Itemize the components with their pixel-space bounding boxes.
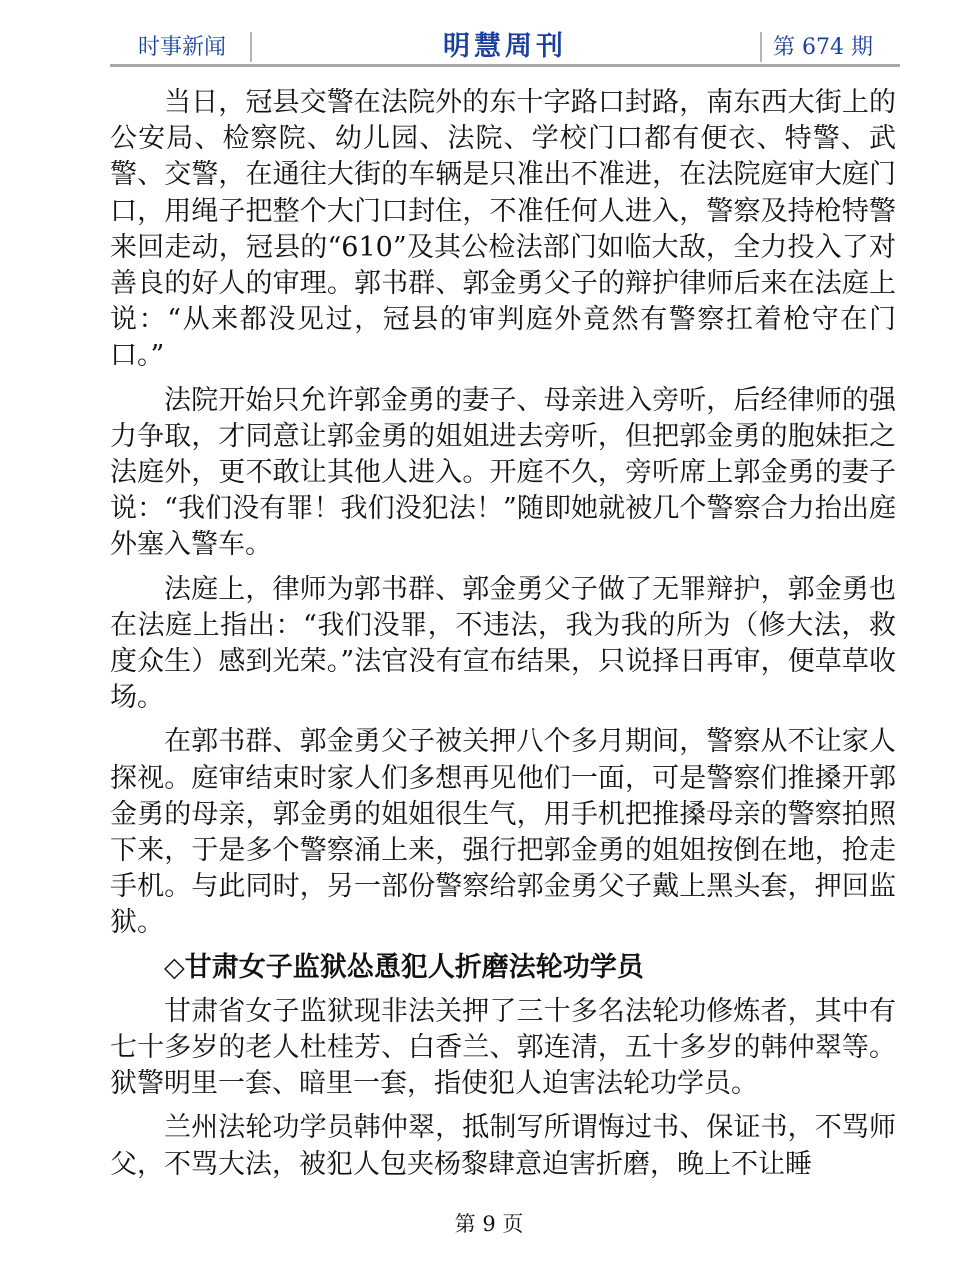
article-body bbox=[110, 85, 896, 1191]
header-section: 时事新闻 bbox=[138, 35, 227, 60]
paragraph: 法庭上，律师为郭书群、郭金勇父子做了无罪辩护，郭金勇也在法庭上指出：“我们没罪，不违法，我为我的所为（修大法，救度众生）感到光荣。”法官没有宣布结果，只说择日再审，便草草收场。 bbox=[110, 573, 896, 714]
paragraph: 法院开始只允许郭金勇的妻子、母亲进入旁听，后经律师的强力争取，才同意让郭金勇的姐姐进去旁听，但把郭金勇的胞妹拒之法庭外，更不敢让其他人进入。开庭不久，旁听席上郭金勇的妻子说：“我们没有罪！我们没犯法！”随即她就被几个警察合力抬出庭外塞入警车。 bbox=[110, 384, 896, 561]
page-header bbox=[110, 22, 900, 68]
header-divider-right bbox=[760, 32, 762, 62]
header-rule bbox=[110, 64, 900, 67]
section-heading: ◇甘肃女子监狱怂恿犯人折磨法轮功学员 bbox=[164, 951, 644, 983]
page-number: 第 9 页 bbox=[454, 1212, 524, 1236]
paragraph: 在郭书群、郭金勇父子被关押八个多月期间，警察从不让家人探视。庭审结束时家人们多想再见他们一面，可是警察们推搡开郭金勇的母亲，郭金勇的姐姐很生气，用手机把推搡母亲的警察拍照下来，于是多个警察涌上来，强行把郭金勇的姐姐按倒在地，抢走手机。与此同时，另一部份警察给郭金勇父子戴上黑头套，押回监狱。 bbox=[110, 726, 896, 939]
header-issue: 第 674 期 bbox=[773, 35, 873, 60]
paragraph: 甘肃省女子监狱现非法关押了三十多名法轮功修炼者，其中有七十多岁的老人杜桂芳、白香兰、郭连清，五十多岁的韩仲翠等。狱警明里一套、暗里一套，指使犯人迫害法轮功学员。 bbox=[110, 995, 896, 1100]
paragraph: 当日，冠县交警在法院外的东十字路口封路，南东西大街上的公安局、检察院、幼儿园、法院、学校门口都有便衣、特警、武警、交警，在通往大街的车辆是只准出不准进，在法院庭审大庭门口，用绳子把整个大门口封住，不准任何人进入，警察及持枪特警来回走动，冠县的“610”及其公检法部门如临大敌，全力投入了对善良的好人的审理。郭书群、郭金勇父子的辩护律师后来在法庭上说：“从来都没见过，冠县的审判庭外竟然有警察扛着枪守在门口。” bbox=[110, 87, 896, 372]
header-title: 明慧周刊 bbox=[443, 31, 567, 62]
paragraph: 兰州法轮功学员韩仲翠，抵制写所谓悔过书、保证书，不骂师父，不骂大法，被犯人包夹杨黎肆意迫害折磨，晚上不让睡 bbox=[110, 1112, 896, 1180]
